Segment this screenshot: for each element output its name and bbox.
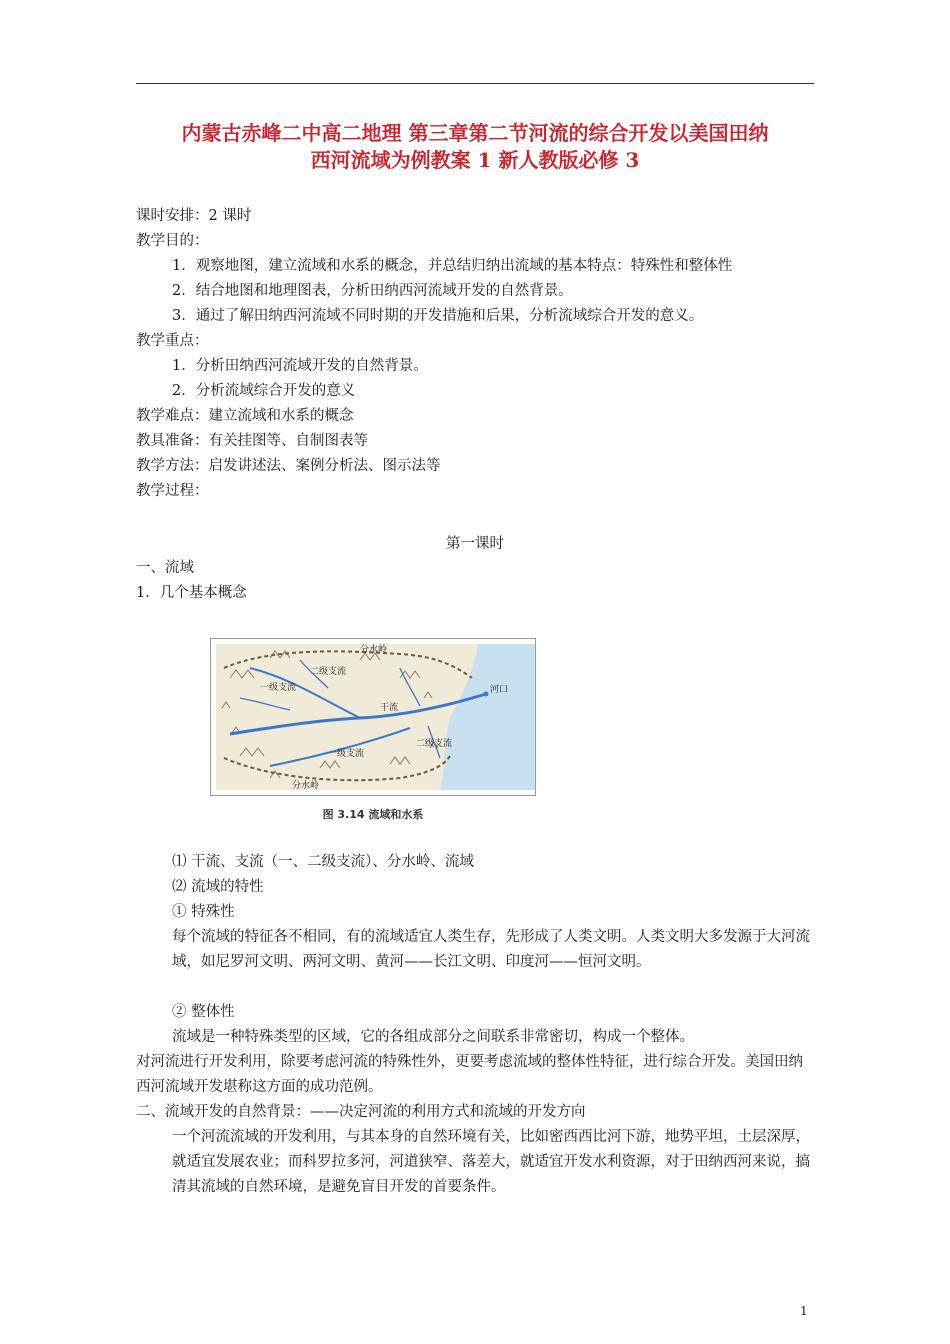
- river-basin-figure: [210, 638, 536, 796]
- item-2: ⑵ 流域的特性: [172, 879, 264, 895]
- whole-text-1: 流域是一种特殊类型的区域，它的各组成部分之间联系非常密切，构成一个整体。: [172, 1029, 694, 1045]
- session-heading: 第一课时: [446, 536, 504, 552]
- label-tributary-1a: 一级支流: [260, 683, 297, 693]
- focus-1: 1．分析田纳西河流域开发的自然背景。: [172, 358, 428, 374]
- label-tributary-2a: 二级支流: [310, 667, 347, 677]
- label-divide-top: 分水岭: [360, 645, 388, 655]
- goal-2: 2．结合地图和地理图表，分析田纳西河流域开发的自然背景。: [172, 283, 573, 299]
- section-2-paragraph: [136, 1125, 816, 1200]
- special-label: ① 特殊性: [172, 904, 235, 920]
- section-2-text: 一个河流流域的开发利用，与其本身的自然环境有关，比如密西西比河下游，地势平坦，土层深厚，就适宜发展农业；而科罗拉多河，河道狭窄、落差大，就适宜开发水利资源，对于田纳西河来说，搞清其流域的自然环境，是避免盲目开发的首要条件。: [172, 1129, 810, 1195]
- subsection-1-heading: 1．几个基本概念: [136, 585, 247, 601]
- goal-1: 1．观察地图，建立流域和水系的概念，并总结归纳出流域的基本特点：特殊性和整体性: [172, 258, 733, 274]
- whole-label: ② 整体性: [172, 1004, 235, 1020]
- focus-label: 教学重点：: [136, 333, 209, 349]
- whole-text-2: 对河流进行开发利用，除要考虑河流的特殊性外，更要考虑流域的整体性特征，进行综合开发。美国田纳西河流域开发堪称这方面的成功范例。: [136, 1054, 803, 1095]
- page-number: 1: [800, 1304, 808, 1318]
- special-paragraph: [136, 925, 816, 975]
- schedule: 课时安排：2 课时: [136, 208, 252, 224]
- section-1-heading: 一、流域: [136, 560, 194, 576]
- focus-2: 2．分析流域综合开发的意义: [172, 383, 356, 399]
- figure-caption: 图 3.14 流域和水系: [322, 808, 424, 821]
- section-2-heading: 二、流域开发的自然背景：——决定河流的利用方式和流域的开发方向: [136, 1104, 586, 1120]
- title-line-2: 西河流域为例教案 1 新人教版必修 3: [310, 148, 640, 172]
- label-divide-bottom: 分水岭: [292, 781, 320, 791]
- label-tributary-2b: 二级支流: [416, 739, 453, 749]
- special-text: 每个流域的特征各不相同，有的流域适宜人类生存，先形成了人类文明。人类文明大多发源于大河流域，如尼罗河文明、两河文明、黄河——长江文明、印度河——恒河文明。: [172, 929, 810, 970]
- label-tributary-1b: 一级支流: [328, 749, 365, 759]
- title-line-1: 内蒙古赤峰二中高二地理 第三章第二节河流的综合开发以美国田纳: [181, 121, 769, 145]
- river-mouth-marker: [484, 692, 489, 697]
- process-label: 教学过程：: [136, 483, 209, 499]
- land-area: [216, 644, 478, 790]
- item-1: ⑴ 干流、支流（一、二级支流）、分水岭、流域: [172, 854, 474, 870]
- label-main-stream: 干流: [380, 703, 399, 713]
- document-title: [136, 120, 814, 174]
- methods: 教学方法：启发讲述法、案例分析法、图示法等: [136, 458, 441, 474]
- materials: 教具准备：有关挂图等、自制图表等: [136, 433, 368, 449]
- goals-label: 教学目的：: [136, 233, 209, 249]
- difficulty: 教学难点：建立流域和水系的概念: [136, 408, 354, 424]
- label-mouth: 河口: [490, 685, 509, 695]
- whole-paragraph: [136, 1050, 816, 1100]
- header-rule: [136, 83, 814, 84]
- goal-3: 3．通过了解田纳西河流域不同时期的开发措施和后果，分析流域综合开发的意义。: [172, 308, 704, 324]
